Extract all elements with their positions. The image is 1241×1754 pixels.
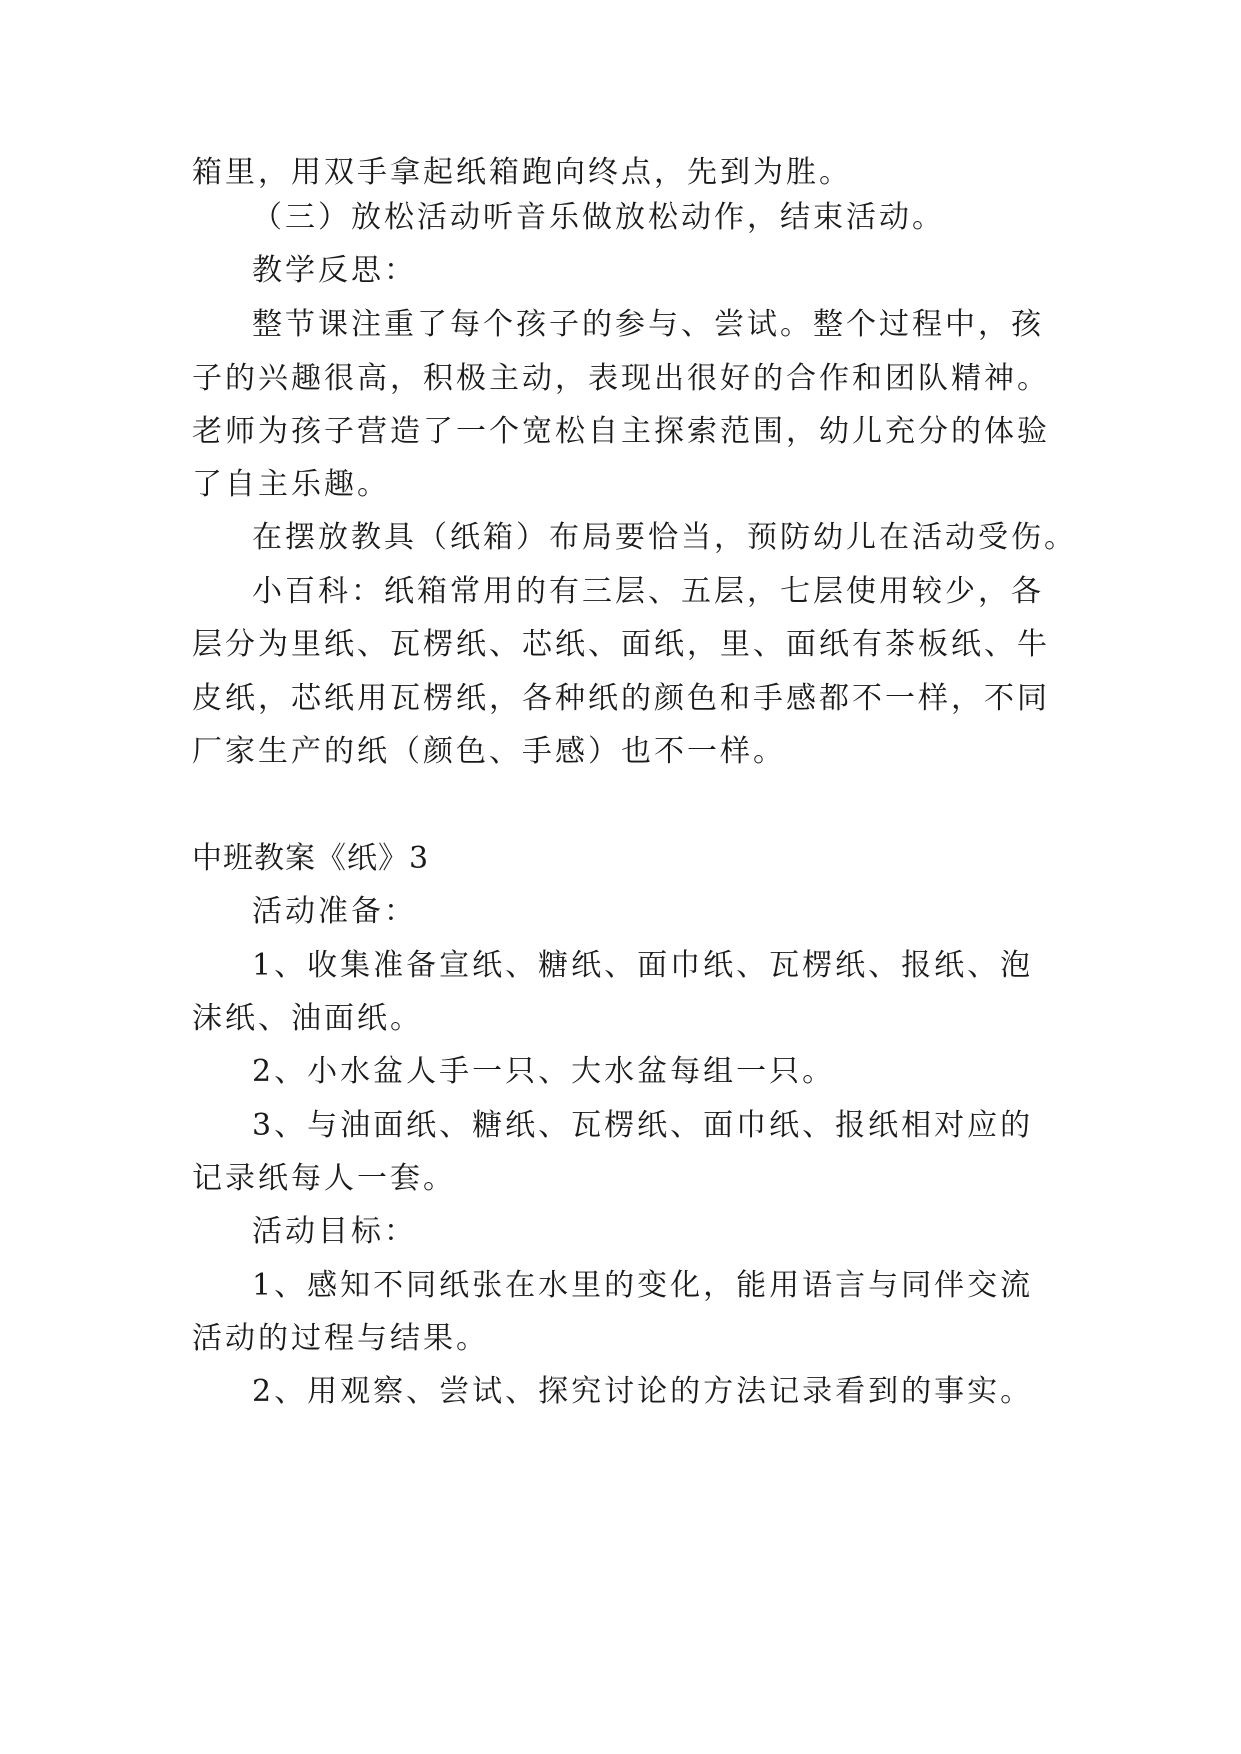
list-item: 2、小水盆人手一只、大水盆每组一只。 <box>252 1054 836 1089</box>
section-heading-reflection: 教学反思： <box>252 253 417 288</box>
list-item: 1、收集准备宣纸、糖纸、面巾纸、瓦楞纸、报纸、泡 <box>252 948 1034 983</box>
list-item-continuation: 沫纸、油面纸。 <box>192 1001 423 1036</box>
paragraph-line: 厂家生产的纸（颜色、手感）也不一样。 <box>192 734 786 769</box>
list-item-continuation: 记录纸每人一套。 <box>192 1161 456 1196</box>
paragraph-line: 层分为里纸、瓦楞纸、芯纸、面纸，里、面纸有茶板纸、牛 <box>192 627 1050 662</box>
paragraph-line: 箱里，用双手拿起纸箱跑向终点，先到为胜。 <box>192 155 852 190</box>
paragraph-line: 皮纸，芯纸用瓦楞纸，各种纸的颜色和手感都不一样，不同 <box>192 681 1050 716</box>
paragraph-line: 老师为孩子营造了一个宽松自主探索范围，幼儿充分的体验 <box>192 414 1050 449</box>
paragraph-line: 在摆放教具（纸箱）布局要恰当，预防幼儿在活动受伤。 <box>252 520 1077 555</box>
lesson-title: 中班教案《纸》3 <box>192 841 430 876</box>
list-item: 1、感知不同纸张在水里的变化，能用语言与同伴交流 <box>252 1268 1034 1303</box>
paragraph-line: 子的兴趣很高，积极主动，表现出很好的合作和团队精神。 <box>192 361 1050 396</box>
section-heading-goals: 活动目标： <box>252 1214 417 1249</box>
paragraph-line: 整节课注重了每个孩子的参与、尝试。整个过程中，孩 <box>252 307 1044 342</box>
list-item: 3、与油面纸、糖纸、瓦楞纸、面巾纸、报纸相对应的 <box>252 1108 1034 1143</box>
paragraph-line: 了自主乐趣。 <box>192 467 390 502</box>
section-heading-relax: （三）放松活动听音乐做放松动作，结束活动。 <box>252 200 945 235</box>
section-heading-preparation: 活动准备： <box>252 894 417 929</box>
list-item: 2、用观察、尝试、探究讨论的方法记录看到的事实。 <box>252 1374 1034 1409</box>
list-item-continuation: 活动的过程与结果。 <box>192 1321 489 1356</box>
paragraph-line: 小百科：纸箱常用的有三层、五层，七层使用较少，各 <box>252 574 1044 609</box>
